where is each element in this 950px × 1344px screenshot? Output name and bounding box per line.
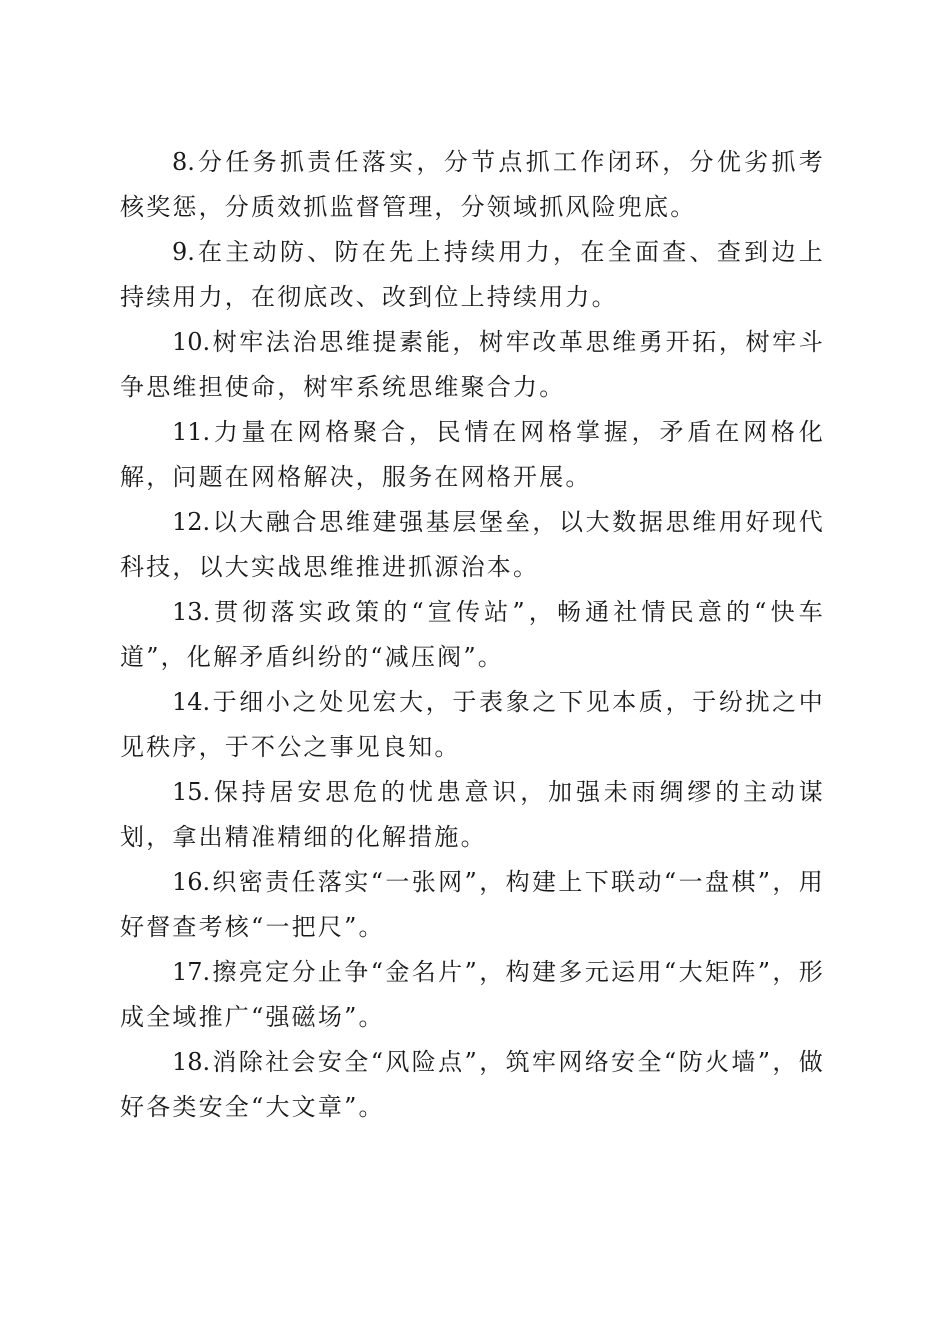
item-number: 10. xyxy=(172,328,211,356)
item-text: 力量在网格聚合，民情在网格掌握，矛盾在网格化解，问题在网格解决，服务在网格开展。 xyxy=(120,418,825,491)
list-item xyxy=(120,590,825,680)
document-body xyxy=(120,140,825,1130)
item-number: 15. xyxy=(172,778,211,806)
item-text: 贯彻落实政策的“宣传站”，畅通社情民意的“快车道”，化解矛盾纠纷的“减压阀”。 xyxy=(120,598,825,671)
list-item xyxy=(120,770,825,860)
item-text: 在主动防、防在先上持续用力，在全面查、查到边上持续用力，在彻底改、改到位上持续用力。 xyxy=(120,238,825,311)
item-text: 以大融合思维建强基层堡垒，以大数据思维用好现代科技，以大实战思维推进抓源治本。 xyxy=(120,508,825,581)
item-number: 12. xyxy=(172,508,211,536)
item-text: 保持居安思危的忧患意识，加强未雨绸缪的主动谋划，拿出精准精细的化解措施。 xyxy=(120,778,825,851)
list-item xyxy=(120,1040,825,1130)
list-item xyxy=(120,410,825,500)
item-text: 织密责任落实“一张网”，构建上下联动“一盘棋”，用好督查考核“一把尺”。 xyxy=(120,868,825,941)
list-item xyxy=(120,860,825,950)
item-text: 分任务抓责任落实，分节点抓工作闭环，分优劣抓考核奖惩，分质效抓监督管理，分领域抓风险兜底。 xyxy=(120,148,825,221)
list-item xyxy=(120,950,825,1040)
item-number: 14. xyxy=(172,688,211,716)
item-number: 8. xyxy=(172,148,195,176)
list-item xyxy=(120,230,825,320)
item-text: 消除社会安全“风险点”，筑牢网络安全“防火墙”，做好各类安全“大文章”。 xyxy=(120,1048,825,1121)
list-item xyxy=(120,500,825,590)
list-item xyxy=(120,320,825,410)
item-number: 11. xyxy=(172,418,211,446)
item-text: 树牢法治思维提素能，树牢改革思维勇开拓，树牢斗争思维担使命，树牢系统思维聚合力。 xyxy=(120,328,825,401)
list-item xyxy=(120,680,825,770)
item-number: 9. xyxy=(172,238,195,266)
list-item xyxy=(120,140,825,230)
item-number: 13. xyxy=(172,598,211,626)
item-text: 于细小之处见宏大，于表象之下见本质，于纷扰之中见秩序，于不公之事见良知。 xyxy=(120,688,825,761)
item-number: 16. xyxy=(172,868,211,896)
item-number: 18. xyxy=(172,1048,211,1076)
item-text: 擦亮定分止争“金名片”，构建多元运用“大矩阵”，形成全域推广“强磁场”。 xyxy=(120,958,825,1031)
item-number: 17. xyxy=(172,958,211,986)
